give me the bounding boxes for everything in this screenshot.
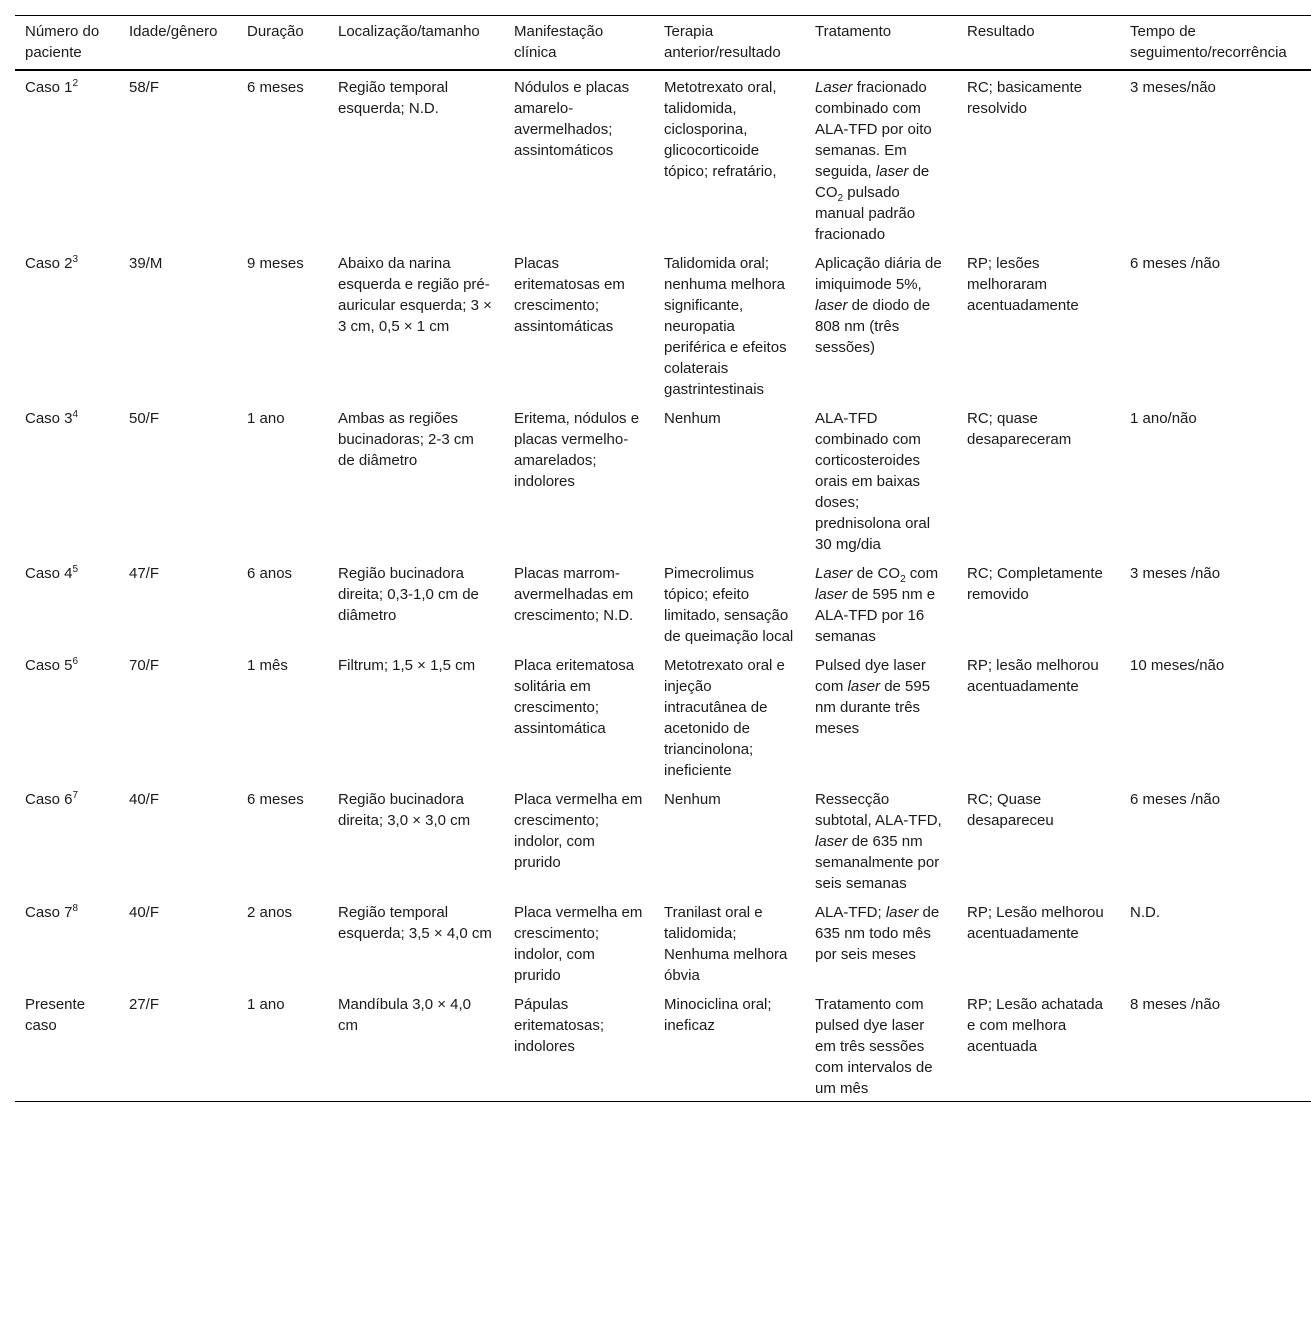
header-location-size: Localização/tamanho: [338, 23, 480, 40]
case-label: Caso 5: [25, 657, 73, 674]
cell-clinical: Pápulas eritematosas; indolores: [514, 996, 605, 1055]
treatment-text: laser: [885, 904, 919, 921]
table-row: [15, 988, 1311, 1102]
header-followup: Tempo de seguimento/recorrência: [1130, 23, 1287, 61]
cell-age: 70/F: [129, 657, 160, 674]
cell-case: [15, 247, 119, 402]
cell-prior: Metotrexato oral e injeção intracutânea de acetonido de triancinolona; ineficiente: [664, 657, 785, 779]
table-row: [15, 896, 1311, 988]
cell-treatment: [805, 402, 957, 557]
case-label: Caso 1: [25, 79, 73, 96]
header-treatment: Tratamento: [815, 23, 892, 40]
table-row: [15, 649, 1311, 783]
cell-treatment: [805, 649, 957, 783]
cell-duration: 1 ano: [247, 410, 285, 427]
treatment-text: de 595 nm e ALA-TFD por 16 semanas: [815, 586, 936, 645]
treatment-text: Aplicação diária de imiquimode 5%,: [815, 255, 942, 293]
cell-followup: 6 meses /não: [1130, 255, 1221, 272]
treatment-text: de 635 nm semanalmente por seis semanas: [815, 833, 940, 892]
treatment-text: laser: [875, 163, 909, 180]
case-label: Caso 3: [25, 410, 73, 427]
treatment-text: fracionado combinado com ALA-TFD por oito semanas. Em seguida,: [815, 79, 932, 180]
reference-superscript: 8: [72, 903, 79, 914]
treatment-subscript: 2: [837, 193, 844, 204]
cell-duration: 2 anos: [247, 904, 293, 921]
case-label: Caso 2: [25, 255, 73, 272]
cell-case: [15, 988, 119, 1102]
cell-location: Região temporal esquerda; N.D.: [338, 79, 449, 117]
cell-case: [15, 896, 119, 988]
cell-location: Mandíbula 3,0 × 4,0 cm: [338, 996, 472, 1034]
cell-result: RP; Lesão achatada e com melhora acentuada: [967, 996, 1103, 1055]
cell-age: 58/F: [129, 79, 160, 96]
cell-case: [15, 402, 119, 557]
cell-followup: 3 meses/não: [1130, 79, 1216, 96]
treatment-text: de 595 nm durante três meses: [815, 678, 931, 737]
cell-clinical: Placa eritematosa solitária em crescimento; assintomática: [514, 657, 635, 737]
cell-case: [15, 649, 119, 783]
cell-followup: 10 meses/não: [1130, 657, 1225, 674]
treatment-text: laser: [815, 297, 848, 314]
cell-duration: 6 meses: [247, 79, 304, 96]
treatment-text: Pulsed dye laser com: [815, 657, 926, 695]
table-row: [15, 70, 1311, 247]
cell-location: Filtrum; 1,5 × 1,5 cm: [338, 657, 476, 674]
cell-result: RP; Lesão melhorou acentuadamente: [967, 904, 1104, 942]
cell-age: 47/F: [129, 565, 160, 582]
header-result: Resultado: [967, 23, 1035, 40]
cell-case: [15, 70, 119, 247]
treatment-text: laser: [847, 678, 881, 695]
cell-clinical: Nódulos e placas amarelo-avermelhados; assintomáticos: [514, 79, 630, 159]
table-row: [15, 247, 1311, 402]
cell-result: RC; quase desapareceram: [967, 410, 1072, 448]
case-comparison-table: [15, 15, 1311, 1102]
cell-location: Região bucinadora direita; 0,3-1,0 cm de diâmetro: [338, 565, 479, 624]
treatment-text: de CO: [815, 163, 930, 201]
treatment-text: de 635 nm todo mês por seis meses: [815, 904, 940, 963]
cell-prior: Pimecrolimus tópico; efeito limitado, sensação de queimação local: [664, 565, 794, 645]
case-label: Caso 6: [25, 791, 73, 808]
reference-superscript: 4: [72, 409, 79, 420]
cell-treatment: [805, 783, 957, 896]
cell-age: 40/F: [129, 791, 160, 808]
cell-location: Abaixo da narina esquerda e região pré-auricular esquerda; 3 × 3 cm, 0,5 × 1 cm: [338, 255, 492, 335]
cell-duration: 1 ano: [247, 996, 285, 1013]
treatment-text: com: [905, 565, 939, 582]
cell-duration: 9 meses: [247, 255, 304, 272]
treatment-text: pulsado manual padrão fracionado: [815, 184, 916, 243]
cell-prior: Nenhum: [664, 410, 721, 427]
cell-duration: 6 anos: [247, 565, 293, 582]
cell-age: 39/M: [129, 255, 163, 272]
cell-followup: 1 ano/não: [1130, 410, 1197, 427]
treatment-text: de CO: [852, 565, 901, 582]
cell-prior: Tranilast oral e talidomida; Nenhuma melhora óbvia: [664, 904, 788, 984]
cell-clinical: Placa vermelha em crescimento; indolor, com prurido: [514, 904, 643, 984]
table-row: [15, 557, 1311, 649]
cell-case: [15, 783, 119, 896]
treatment-text: ALA-TFD;: [815, 904, 886, 921]
reference-superscript: 7: [72, 790, 79, 801]
cell-prior: Nenhum: [664, 791, 721, 808]
table-row: [15, 402, 1311, 557]
cell-followup: 8 meses /não: [1130, 996, 1221, 1013]
header-age-gender: Idade/gênero: [129, 23, 218, 40]
cell-duration: 6 meses: [247, 791, 304, 808]
reference-superscript: 6: [72, 656, 79, 667]
treatment-text: Ressecção subtotal, ALA-TFD,: [815, 791, 942, 829]
cell-treatment: [805, 557, 957, 649]
case-label: Caso 4: [25, 565, 73, 582]
cell-followup: 6 meses /não: [1130, 791, 1221, 808]
cell-prior: Talidomida oral; nenhuma melhora significante, neuropatia periférica e efeitos colaterais gastrintestinais: [664, 255, 787, 398]
cell-treatment: [805, 988, 957, 1102]
cell-location: Região bucinadora direita; 3,0 × 3,0 cm: [338, 791, 471, 829]
treatment-text: de diodo de 808 nm (três sessões): [815, 297, 931, 356]
treatment-text: Laser: [815, 565, 853, 582]
header-clinical-manifestation: Manifestação clínica: [514, 23, 604, 61]
cell-result: RC; Completamente removido: [967, 565, 1103, 603]
cell-clinical: Placas marrom-avermelhadas em crescimento; N.D.: [514, 565, 634, 624]
cell-duration: 1 mês: [247, 657, 288, 674]
cell-clinical: Placa vermelha em crescimento; indolor, com prurido: [514, 791, 643, 871]
cell-case: [15, 557, 119, 649]
cell-age: 50/F: [129, 410, 160, 427]
cell-age: 27/F: [129, 996, 160, 1013]
header-duration: Duração: [247, 23, 304, 40]
header-patient-number: Número do paciente: [25, 23, 100, 61]
cell-prior: Minociclina oral; ineficaz: [664, 996, 772, 1034]
cell-clinical: Eritema, nódulos e placas vermelho-amarelados; indolores: [514, 410, 640, 490]
treatment-text: Tratamento com pulsed dye laser em três sessões com intervalos de um mês: [815, 996, 933, 1097]
cell-result: RC; basicamente resolvido: [967, 79, 1083, 117]
cell-result: RP; lesões melhoraram acentuadamente: [967, 255, 1079, 314]
treatment-text: laser: [815, 586, 848, 603]
cell-result: RP; lesão melhorou acentuadamente: [967, 657, 1099, 695]
treatment-text: laser: [815, 833, 848, 850]
cell-age: 40/F: [129, 904, 160, 921]
cell-treatment: [805, 896, 957, 988]
cell-followup: 3 meses /não: [1130, 565, 1221, 582]
treatment-subscript: 2: [900, 574, 906, 585]
cell-result: RC; Quase desapareceu: [967, 791, 1054, 829]
cell-location: Ambas as regiões bucinadoras; 2-3 cm de diâmetro: [338, 410, 474, 469]
treatment-text: Laser: [815, 79, 853, 96]
reference-superscript: 3: [72, 254, 79, 265]
cell-treatment: [805, 70, 957, 247]
table-header-row: [15, 16, 1311, 71]
reference-superscript: 2: [72, 78, 79, 89]
header-prior-therapy: Terapia anterior/resultado: [664, 23, 781, 61]
case-label: Presente caso: [25, 996, 86, 1034]
cell-clinical: Placas eritematosas em crescimento; assintomáticas: [514, 255, 625, 335]
table-row: [15, 783, 1311, 896]
reference-superscript: 5: [72, 564, 79, 575]
cell-prior: Metotrexato oral, talidomida, ciclosporina, glicocorticoide tópico; refratário,: [664, 79, 777, 180]
case-label: Caso 7: [25, 904, 73, 921]
treatment-text: ALA-TFD combinado com corticosteroides orais em baixas doses; prednisolona oral 30 mg/dia: [815, 410, 931, 553]
cell-followup: N.D.: [1130, 904, 1160, 921]
cell-treatment: [805, 247, 957, 402]
cell-location: Região temporal esquerda; 3,5 × 4,0 cm: [338, 904, 492, 942]
